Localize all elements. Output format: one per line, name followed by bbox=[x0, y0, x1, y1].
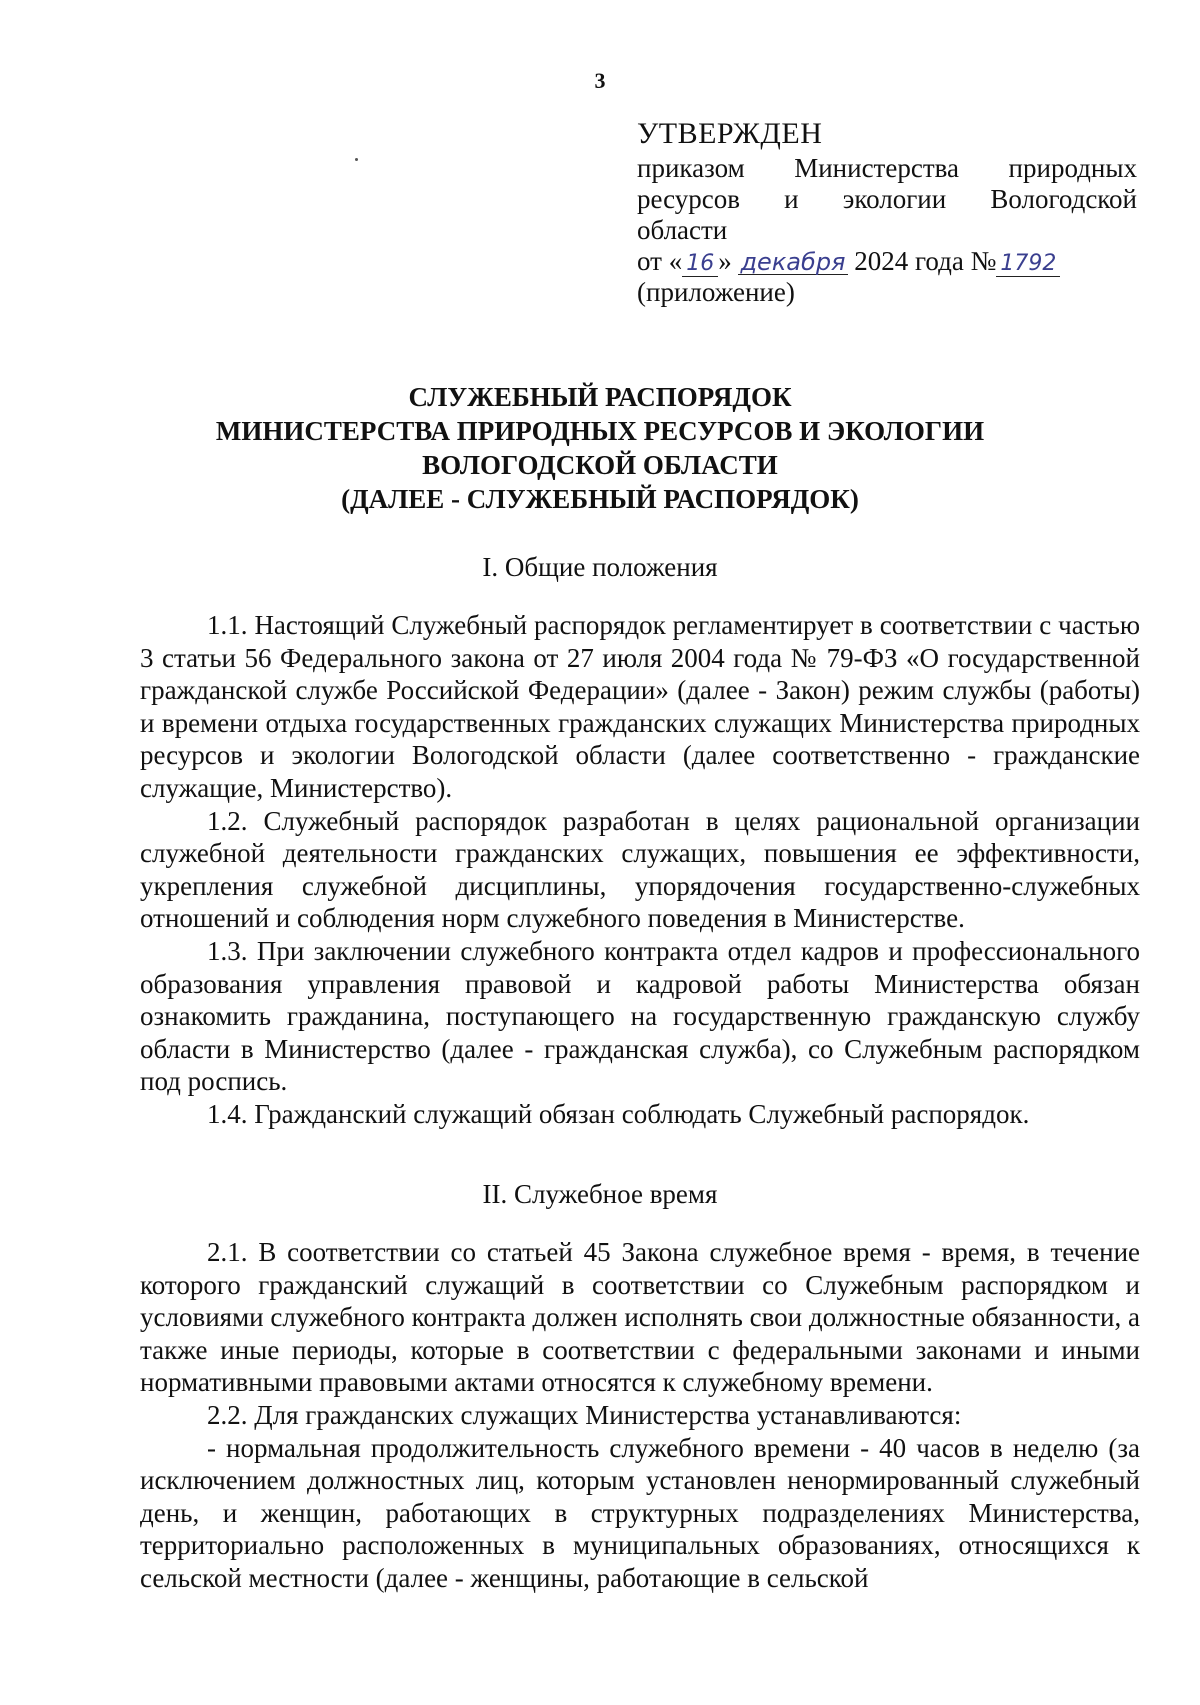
approval-line-1: приказом Министерства природных bbox=[637, 153, 1137, 183]
title-line-4: (ДАЛЕЕ - СЛУЖЕБНЫЙ РАСПОРЯДОК) bbox=[341, 484, 859, 514]
scan-speck bbox=[355, 158, 358, 161]
title-line-3: ВОЛОГОДСКОЙ ОБЛАСТИ bbox=[422, 450, 778, 480]
approval-stamp bbox=[637, 118, 1137, 308]
date-year: 2024 года № bbox=[847, 246, 997, 276]
approval-line-2: ресурсов и экологии Вологодской bbox=[637, 184, 1137, 214]
approval-date-line bbox=[637, 246, 1137, 277]
paragraph-2-1: 2.1. В соответствии со статьей 45 Закона служебное время - время, в течение которого гражданский служащий в соответствии со Служебным распорядком и условиями служебного контракта должен исполнять свои должностные обязанности, а также иные периоды, которые в соответствии с федеральными законами и иными нормативными правовыми актами относятся к служебному времени. bbox=[140, 1237, 1140, 1398]
handwritten-order-number: 1792 bbox=[996, 252, 1060, 277]
section-2-title: II. Служебное время bbox=[482, 1179, 718, 1209]
section-1-title: I. Общие положения bbox=[482, 552, 718, 582]
document-title bbox=[0, 380, 1200, 516]
section-2-body bbox=[140, 1236, 1140, 1595]
approval-note: (приложение) bbox=[637, 277, 795, 307]
paragraph-1-3: 1.3. При заключении служебного контракта отдел кадров и профессионального образования управления правовой и кадровой работы Министерства обязан ознакомить гражданина, поступающего на государственную гражданскую службу области в Министерство (далее - гражданская служба), со Служебным распорядком под роспись. bbox=[140, 935, 1140, 1097]
paragraph-1-4: 1.4. Гражданский служащий обязан соблюдать Служебный распорядок. bbox=[207, 1098, 1030, 1129]
date-prefix: от « bbox=[637, 246, 683, 276]
page-number: 3 bbox=[594, 68, 606, 93]
paragraph-2-2-item: - нормальная продолжительность служебного времени - 40 часов в неделю (за исключением должностных лиц, которым установлен ненормированный служебный день, и женщин, работающих в структурных подразделениях Министерства, территориально расположенных в муниципальных образованиях, относящихся к сельской местности (далее - женщины, работающие в сельской bbox=[140, 1432, 1140, 1593]
section-1-body bbox=[140, 609, 1140, 1131]
title-line-1: СЛУЖЕБНЫЙ РАСПОРЯДОК bbox=[408, 382, 792, 412]
handwritten-month: декабря bbox=[740, 248, 846, 276]
paragraph-1-2: 1.2. Служебный распорядок разработан в целях рациональной организации служебной деятельности гражданских служащих, повышения ее эффективности, укрепления служебной дисциплины, упорядочения государственно-служебных отношений и соблюдения норм служебного поведения в Министерстве. bbox=[140, 805, 1140, 934]
title-line-2: МИНИСТЕРСТВА ПРИРОДНЫХ РЕСУРСОВ И ЭКОЛОГИИ bbox=[215, 416, 985, 446]
handwritten-day: 16 bbox=[682, 252, 718, 277]
paragraph-1-1: 1.1. Настоящий Служебный распорядок регламентирует в соответствии с частью 3 статьи 56 Федерального закона от 27 июля 2004 года № 79-ФЗ «О государственной гражданской службе Российской Федерации» (далее - Закон) режим службы (работы) и времени отдыха государственных гражданских служащих Министерства природных ресурсов и экологии Вологодской области (далее соответственно - гражданские служащие, Министерство). bbox=[140, 610, 1140, 803]
approval-line-3: области bbox=[637, 215, 728, 245]
approval-heading: УТВЕРЖДЕН bbox=[637, 117, 823, 150]
paragraph-2-2: 2.2. Для гражданских служащих Министерства устанавливаются: bbox=[207, 1399, 962, 1430]
date-mid: » bbox=[718, 246, 732, 276]
